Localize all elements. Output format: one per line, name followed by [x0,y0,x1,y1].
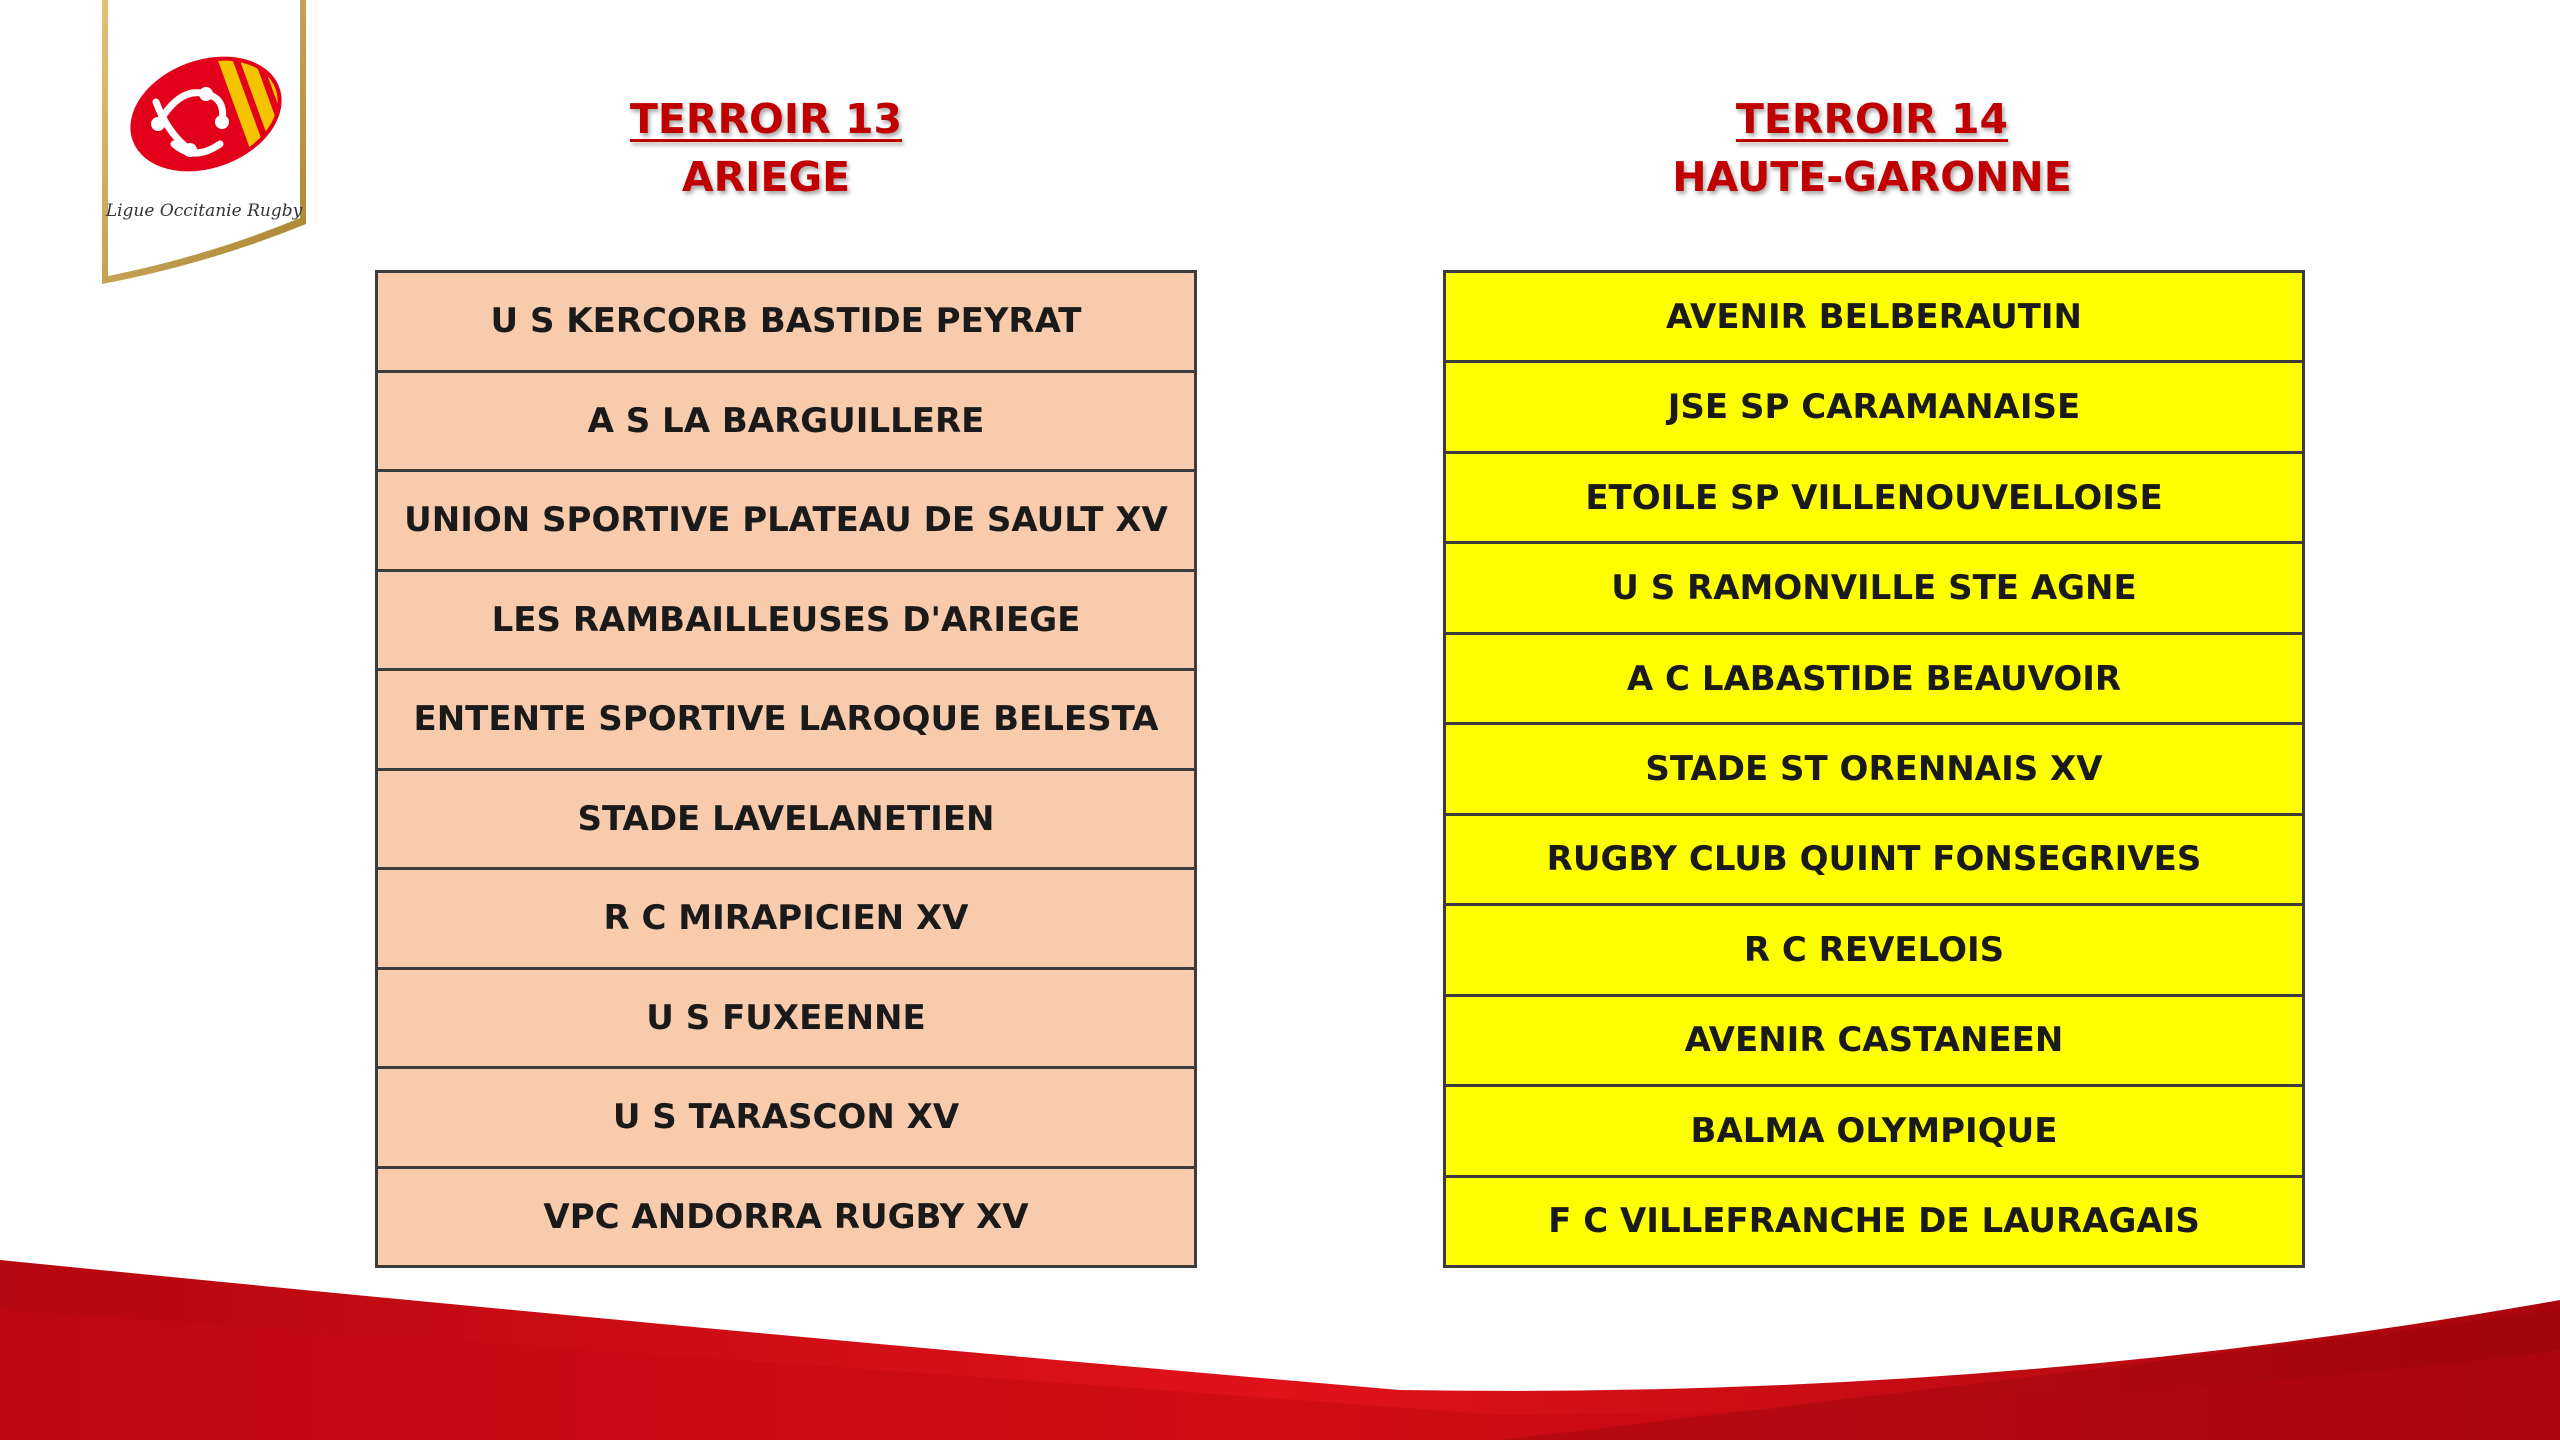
club-row: AVENIR CASTANEEN [1446,997,2302,1087]
ligue-occitanie-rugby-logo [98,0,310,296]
club-row: LES RAMBAILLEUSES D'ARIEGE [378,572,1194,672]
club-row: R C MIRAPICIEN XV [378,870,1194,970]
club-row: BALMA OLYMPIQUE [1446,1087,2302,1177]
club-row: U S TARASCON XV [378,1069,1194,1169]
club-row: U S RAMONVILLE STE AGNE [1446,544,2302,634]
terroir-13-title [566,90,966,206]
terroir-13-club-list [375,270,1197,1268]
club-row: ENTENTE SPORTIVE LAROQUE BELESTA [378,671,1194,771]
club-row: R C REVELOIS [1446,906,2302,996]
club-row: VPC ANDORRA RUGBY XV [543,1196,1029,1237]
terroir-14-region: HAUTE-GARONNE [1672,153,2072,201]
terroir-13-number: TERROIR 13 [629,95,903,143]
terroir-14-club-list [1443,270,2305,1268]
club-row: U S KERCORB BASTIDE PEYRAT [378,273,1194,373]
footer-red-wave [0,1240,2560,1440]
terroir-13-region: ARIEGE [681,153,851,201]
club-row: ETOILE SP VILLENOUVELLOISE [1446,454,2302,544]
club-row: UNION SPORTIVE PLATEAU DE SAULT XV [378,472,1194,572]
club-row: STADE LAVELANETIEN [378,771,1194,871]
club-row: A C LABASTIDE BEAUVOIR [1446,635,2302,725]
logo-caption: Ligue Occitanie Rugby [105,201,303,221]
terroir-14-number: TERROIR 14 [1735,95,2009,143]
club-row: STADE ST ORENNAIS XV [1446,725,2302,815]
club-row: A S LA BARGUILLERE [378,373,1194,473]
club-row: U S FUXEENNE [378,970,1194,1070]
terroir-14-title [1622,90,2122,206]
club-row: F C VILLEFRANCHE DE LAURAGAIS [1548,1201,2200,1242]
club-row: RUGBY CLUB QUINT FONSEGRIVES [1446,816,2302,906]
occitanie-rugby-ball-cross-icon [98,0,310,296]
club-row: JSE SP CARAMANAISE [1446,363,2302,453]
club-row: AVENIR BELBERAUTIN [1446,273,2302,363]
